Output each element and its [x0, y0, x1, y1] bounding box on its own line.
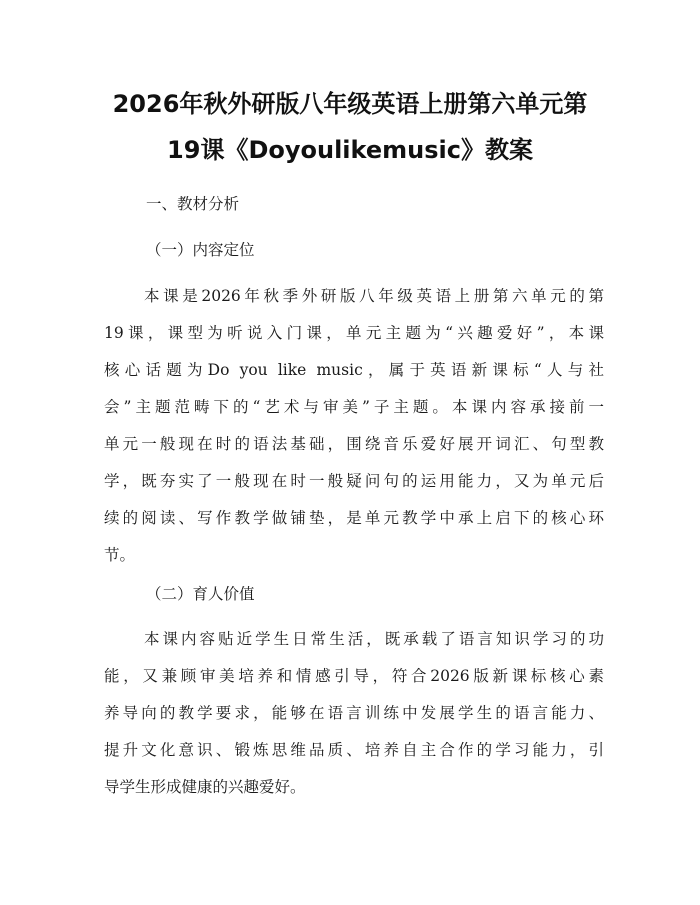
section-heading-textbook-analysis: 一、教材分析 — [146, 195, 240, 213]
paragraph-line: 提升文化意识、锻炼思维品质、培养自主合作的学习能力，引 — [104, 741, 604, 759]
paragraph-line: 能，又兼顾审美培养和情感引导，符合2026版新课标核心素 — [104, 667, 604, 685]
subsection-heading-content-positioning: （一）内容定位 — [146, 241, 255, 259]
paragraph-line: 节。 — [104, 546, 136, 564]
paragraph-line: 会”主题范畴下的“艺术与审美”子主题。本课内容承接前一 — [104, 398, 604, 416]
paragraph-line: 导学生形成健康的兴趣爱好。 — [104, 778, 306, 796]
document-title-line-1: 2026年秋外研版八年级英语上册第六单元第 — [112, 90, 588, 118]
paragraph-line: 养导向的教学要求，能够在语言训练中发展学生的语言能力、 — [104, 704, 604, 722]
document-title-line-2: 19课《Doyoulikemusic》教案 — [167, 136, 533, 164]
paragraph-line: 单元一般现在时的语法基础，围绕音乐爱好展开词汇、句型教 — [104, 435, 604, 453]
paragraph-line: 学，既夯实了一般现在时一般疑问句的运用能力，又为单元后 — [104, 472, 604, 490]
paragraph-line: 本课是2026年秋季外研版八年级英语上册第六单元的第 — [144, 287, 604, 305]
paragraph-line: 本课内容贴近学生日常生活，既承载了语言知识学习的功 — [144, 630, 604, 648]
paragraph-line: 19课，课型为听说入门课，单元主题为“兴趣爱好”，本课 — [104, 324, 604, 342]
paragraph-line: 核心话题为Do you like music，属于英语新课标“人与社 — [104, 361, 604, 379]
subsection-heading-educational-value: （二）育人价值 — [146, 585, 255, 603]
paragraph-line: 续的阅读、写作教学做铺垫，是单元教学中承上启下的核心环 — [104, 509, 604, 527]
